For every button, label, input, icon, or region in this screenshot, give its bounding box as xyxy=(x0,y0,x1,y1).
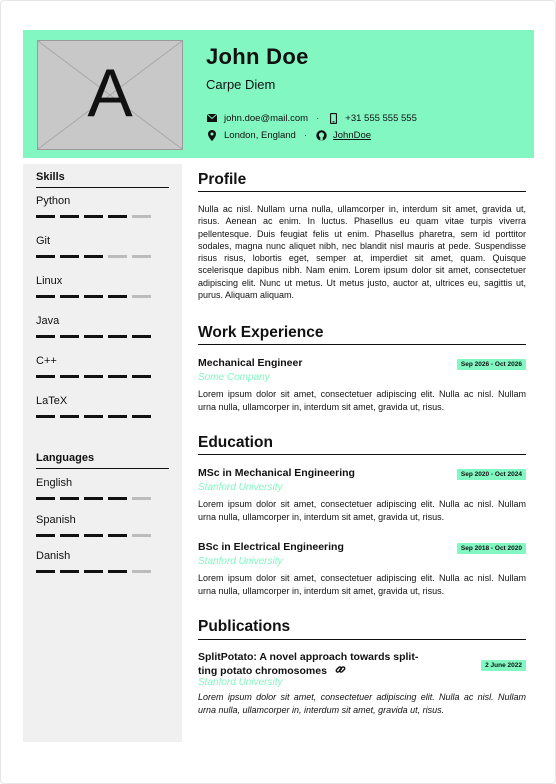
phone-icon xyxy=(327,112,339,124)
date-badge: Sep 2020 - Oct 2024 xyxy=(457,469,526,480)
level-segment-filled xyxy=(60,534,79,537)
level-segment-filled xyxy=(36,215,55,218)
skills-heading: Skills xyxy=(36,171,65,183)
level-segment-filled xyxy=(36,255,55,258)
level-segment-filled xyxy=(84,295,103,298)
work-heading-rule xyxy=(198,344,526,345)
level-segment-filled xyxy=(84,534,103,537)
phone-number: +31 555 555 555 xyxy=(345,112,417,124)
level-segment-empty xyxy=(108,255,127,258)
date-badge: Sep 2026 - Oct 2026 xyxy=(457,359,526,370)
skill-level-bar xyxy=(36,295,156,298)
education-school: Stanford University xyxy=(198,482,283,493)
language-name: Spanish xyxy=(36,514,76,526)
level-segment-filled xyxy=(60,375,79,378)
level-segment-empty xyxy=(132,534,151,537)
contact-separator: · xyxy=(303,129,308,141)
github-link[interactable]: JohnDoe xyxy=(333,129,372,141)
education-heading-rule xyxy=(198,454,526,455)
level-segment-empty xyxy=(132,215,151,218)
work-company: Some Company xyxy=(198,372,270,383)
skills-heading-rule xyxy=(36,187,169,188)
link-icon[interactable] xyxy=(335,664,346,679)
level-segment-filled xyxy=(60,415,79,418)
publication-description: Lorem ipsum dolor sit amet, consectetuer adipiscing elit. Nulla ac nisl. Nullam urna nulla, ullamcorper in, interdum sit amet, gravida ut, risus. xyxy=(198,692,526,715)
education-description: Lorem ipsum dolor sit amet, consectetuer adipiscing elit. Nulla ac nisl. Nullam urna nulla, ullamcorper in, interdum sit amet, gravida ut, risus. xyxy=(198,573,526,596)
header-banner xyxy=(23,30,534,158)
level-segment-filled xyxy=(108,215,127,218)
date-badge: Sep 2018 - Oct 2020 xyxy=(457,543,526,554)
level-segment-filled xyxy=(36,570,55,573)
education-school: Stanford University xyxy=(198,556,283,567)
skill-name: C++ xyxy=(36,355,57,367)
level-segment-filled xyxy=(84,415,103,418)
language-level-bar xyxy=(36,534,156,537)
level-segment-filled xyxy=(36,534,55,537)
sidebar xyxy=(23,164,182,742)
skill-name: LaTeX xyxy=(36,395,68,407)
publication-title-line-1: SplitPotato: A novel approach towards split- xyxy=(198,651,419,663)
level-segment-filled xyxy=(84,255,103,258)
languages-heading-rule xyxy=(36,468,169,469)
person-name: John Doe xyxy=(206,44,309,69)
publication-title xyxy=(198,651,418,679)
level-segment-filled xyxy=(132,335,151,338)
level-segment-filled xyxy=(60,255,79,258)
envelope-icon xyxy=(206,112,218,124)
level-segment-filled xyxy=(60,335,79,338)
level-segment-filled xyxy=(108,497,127,500)
publication-title-line-2: ting potato chromosomes xyxy=(198,665,327,677)
level-segment-filled xyxy=(132,415,151,418)
level-segment-filled xyxy=(108,534,127,537)
education-description: Lorem ipsum dolor sit amet, consectetuer adipiscing elit. Nulla ac nisl. Nullam urna nulla, ullamcorper in, interdum sit amet, gravida ut, risus. xyxy=(198,499,526,522)
level-segment-filled xyxy=(84,375,103,378)
work-role: Mechanical Engineer xyxy=(198,357,303,369)
level-segment-filled xyxy=(36,375,55,378)
level-segment-filled xyxy=(60,215,79,218)
skill-name: Linux xyxy=(36,275,63,287)
profile-text: Nulla ac nisl. Nullam urna nulla, ullamcorper in, interdum sit amet, gravida ut, risus. Aenean ac enim. In luctus. Phasellus eu quam vitae turpis viverra pellentesque. Duis feugiat felis ut enim. Phasellus pharetra, sem id porttitor sodales, magna nunc aliquet nibh, nec blandit nisl mauris at pede. Suspendisse risus risus, lobortis eget, semper at, imperdiet sit amet, quam. Quisque scelerisque dapibus nibh. Nam enim. Lorem ipsum dolor sit amet, consectetuer adipiscing elit. Nunc ut metus. Ut metus justo, auctor at, ultrices eu, sagittis ut, purus. Aliquam aliquam. xyxy=(198,204,526,301)
location-text: London, England xyxy=(224,129,296,141)
language-level-bar xyxy=(36,497,156,500)
level-segment-empty xyxy=(132,255,151,258)
skill-level-bar xyxy=(36,215,156,218)
publications-heading-rule xyxy=(198,639,526,640)
level-segment-filled xyxy=(84,497,103,500)
skill-name: Java xyxy=(36,315,60,327)
skill-name: Python xyxy=(36,195,71,207)
level-segment-filled xyxy=(36,295,55,298)
level-segment-filled xyxy=(36,335,55,338)
level-segment-filled xyxy=(36,497,55,500)
level-segment-filled xyxy=(36,415,55,418)
skill-level-bar xyxy=(36,375,156,378)
level-segment-filled xyxy=(132,375,151,378)
skill-level-bar xyxy=(36,335,156,338)
level-segment-filled xyxy=(108,295,127,298)
date-badge: 2 June 2022 xyxy=(481,660,526,671)
education-heading: Education xyxy=(198,434,273,451)
level-segment-filled xyxy=(84,570,103,573)
skill-name: Git xyxy=(36,235,51,247)
contact-separator: · xyxy=(316,112,320,124)
language-level-bar xyxy=(36,570,156,573)
level-segment-filled xyxy=(60,570,79,573)
level-segment-empty xyxy=(132,570,151,573)
language-name: English xyxy=(36,477,73,489)
publication-venue: Stanford University xyxy=(198,677,283,688)
contact-row-1 xyxy=(206,112,417,124)
level-segment-empty xyxy=(132,295,151,298)
skill-level-bar xyxy=(36,255,156,258)
photo-letter: A xyxy=(87,55,133,131)
level-segment-filled xyxy=(108,415,127,418)
education-degree: BSc in Electrical Engineering xyxy=(198,541,344,553)
profile-heading: Profile xyxy=(198,171,247,188)
work-heading: Work Experience xyxy=(198,324,324,341)
languages-heading: Languages xyxy=(36,452,95,464)
level-segment-filled xyxy=(108,570,127,573)
language-name: Danish xyxy=(36,550,71,562)
level-segment-filled xyxy=(108,375,127,378)
level-segment-filled xyxy=(60,295,79,298)
motto: Carpe Diem xyxy=(206,77,276,92)
work-description: Lorem ipsum dolor sit amet, consectetuer adipiscing elit. Nulla ac nisl. Nullam urna nulla, ullamcorper in, interdum sit amet, gravida ut, risus. xyxy=(198,389,526,412)
github-icon xyxy=(315,129,327,141)
profile-photo-placeholder xyxy=(37,40,183,150)
level-segment-filled xyxy=(108,335,127,338)
skill-level-bar xyxy=(36,415,156,418)
profile-heading-rule xyxy=(198,191,526,192)
level-segment-filled xyxy=(60,497,79,500)
level-segment-empty xyxy=(132,497,151,500)
level-segment-filled xyxy=(84,335,103,338)
education-degree: MSc in Mechanical Engineering xyxy=(198,467,355,479)
level-segment-filled xyxy=(84,215,103,218)
map-pin-icon xyxy=(206,129,218,141)
contact-row-2 xyxy=(206,129,371,141)
publications-heading: Publications xyxy=(198,618,291,635)
email-link[interactable]: john.doe@mail.com xyxy=(224,112,309,124)
